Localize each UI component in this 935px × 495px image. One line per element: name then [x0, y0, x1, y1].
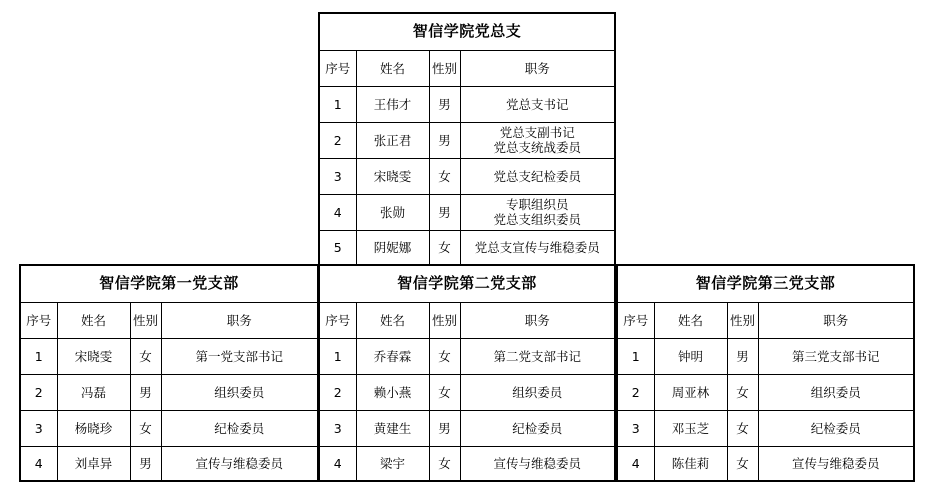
- header-name: 姓名: [356, 50, 429, 86]
- cell-role: 纪检委员: [758, 410, 914, 446]
- role-line-1: 党总支纪检委员: [493, 168, 581, 184]
- branch3-table: [616, 264, 915, 482]
- cell-name: 钟明: [654, 338, 727, 374]
- branch1-table: [19, 264, 319, 482]
- cell-name: 邓玉芝: [654, 410, 727, 446]
- cell-no: 2: [319, 374, 356, 410]
- cell-no: 4: [20, 446, 57, 481]
- cell-no: 3: [617, 410, 654, 446]
- cell-gender: 女: [429, 158, 460, 194]
- cell-role: 第一党支部书记: [161, 338, 318, 374]
- general-branch-table: [318, 12, 616, 266]
- header-gender: 性别: [429, 50, 460, 86]
- table-header-row: [319, 302, 615, 338]
- branch2-table: [318, 264, 616, 482]
- cell-role: 组织委员: [161, 374, 318, 410]
- cell-gender: 女: [429, 374, 460, 410]
- cell-gender: 男: [130, 374, 161, 410]
- table-row: [20, 446, 318, 481]
- header-name: 姓名: [654, 302, 727, 338]
- header-role: 职务: [460, 50, 615, 86]
- cell-name: 宋晓雯: [356, 158, 429, 194]
- general-branch-title: 智信学院党总支: [319, 13, 615, 50]
- header-name: 姓名: [57, 302, 130, 338]
- cell-role: 第二党支部书记: [460, 338, 615, 374]
- cell-role: 组织委员: [460, 374, 615, 410]
- cell-role: [460, 86, 615, 122]
- header-role: 职务: [758, 302, 914, 338]
- cell-no: 1: [617, 338, 654, 374]
- cell-gender: 男: [727, 338, 758, 374]
- cell-role: 纪检委员: [161, 410, 318, 446]
- table-row: [617, 338, 914, 374]
- header-gender: 性别: [429, 302, 460, 338]
- table-header-row: [617, 302, 914, 338]
- cell-role: 第三党支部书记: [758, 338, 914, 374]
- cell-name: 陈佳莉: [654, 446, 727, 481]
- table-header-row: [319, 50, 615, 86]
- cell-gender: 女: [429, 230, 460, 265]
- cell-name: 阴妮娜: [356, 230, 429, 265]
- table-row: [20, 338, 318, 374]
- header-name: 姓名: [356, 302, 429, 338]
- table-row: [319, 158, 615, 194]
- cell-role: [460, 158, 615, 194]
- cell-no: 2: [319, 122, 356, 158]
- cell-role: 宣传与维稳委员: [161, 446, 318, 481]
- table-row: [319, 410, 615, 446]
- branch3-title: 智信学院第三党支部: [617, 265, 914, 302]
- cell-name: 杨晓珍: [57, 410, 130, 446]
- header-role: 职务: [460, 302, 615, 338]
- cell-name: 张勋: [356, 194, 429, 230]
- cell-gender: 女: [130, 338, 161, 374]
- header-role: 职务: [161, 302, 318, 338]
- cell-no: 3: [20, 410, 57, 446]
- header-gender: 性别: [727, 302, 758, 338]
- cell-name: 王伟才: [356, 86, 429, 122]
- cell-role: 宣传与维稳委员: [460, 446, 615, 481]
- role-line-1: 党总支宣传与维稳委员: [474, 239, 600, 255]
- cell-gender: 女: [727, 374, 758, 410]
- cell-gender: 男: [429, 410, 460, 446]
- cell-gender: 男: [429, 86, 460, 122]
- cell-gender: 男: [130, 446, 161, 481]
- cell-no: 2: [20, 374, 57, 410]
- cell-no: 3: [319, 158, 356, 194]
- cell-gender: 女: [130, 410, 161, 446]
- table-row: [20, 374, 318, 410]
- cell-role: 纪检委员: [460, 410, 615, 446]
- table-row: [319, 446, 615, 481]
- cell-name: 梁宇: [356, 446, 429, 481]
- cell-role: [460, 230, 615, 265]
- cell-name: 刘卓异: [57, 446, 130, 481]
- header-no: 序号: [319, 302, 356, 338]
- cell-role: [460, 194, 615, 230]
- table-row: [319, 230, 615, 265]
- role-line-2: 党总支组织委员: [493, 212, 581, 227]
- cell-name: 黄建生: [356, 410, 429, 446]
- role-line-1: 党总支副书记: [499, 125, 575, 140]
- branch1-title: 智信学院第一党支部: [20, 265, 318, 302]
- cell-no: 5: [319, 230, 356, 265]
- cell-role: 组织委员: [758, 374, 914, 410]
- cell-no: 1: [319, 86, 356, 122]
- cell-name: 赖小燕: [356, 374, 429, 410]
- cell-no: 3: [319, 410, 356, 446]
- cell-role: 宣传与维稳委员: [758, 446, 914, 481]
- header-gender: 性别: [130, 302, 161, 338]
- cell-gender: 女: [727, 410, 758, 446]
- table-row: [617, 446, 914, 481]
- table-header-row: [20, 302, 318, 338]
- cell-name: 冯磊: [57, 374, 130, 410]
- cell-gender: 女: [429, 446, 460, 481]
- cell-name: 乔春霖: [356, 338, 429, 374]
- cell-no: 2: [617, 374, 654, 410]
- cell-gender: 女: [727, 446, 758, 481]
- cell-gender: 女: [429, 338, 460, 374]
- branch2-title: 智信学院第二党支部: [319, 265, 615, 302]
- cell-no: 4: [319, 194, 356, 230]
- role-line-1: 党总支书记: [505, 96, 569, 112]
- table-row: [319, 338, 615, 374]
- cell-gender: 男: [429, 194, 460, 230]
- cell-no: 4: [319, 446, 356, 481]
- cell-name: 宋晓雯: [57, 338, 130, 374]
- table-row: [20, 410, 318, 446]
- table-row: [617, 374, 914, 410]
- cell-gender: 男: [429, 122, 460, 158]
- role-line-1: 专职组织员: [505, 197, 569, 212]
- cell-no: 1: [319, 338, 356, 374]
- cell-no: 1: [20, 338, 57, 374]
- table-row: [319, 374, 615, 410]
- header-no: 序号: [20, 302, 57, 338]
- header-no: 序号: [617, 302, 654, 338]
- role-line-2: 党总支统战委员: [493, 140, 581, 155]
- table-row: [319, 86, 615, 122]
- cell-role: [460, 122, 615, 158]
- header-no: 序号: [319, 50, 356, 86]
- table-row: [319, 194, 615, 230]
- table-row: [617, 410, 914, 446]
- cell-name: 张正君: [356, 122, 429, 158]
- cell-name: 周亚林: [654, 374, 727, 410]
- table-row: [319, 122, 615, 158]
- cell-no: 4: [617, 446, 654, 481]
